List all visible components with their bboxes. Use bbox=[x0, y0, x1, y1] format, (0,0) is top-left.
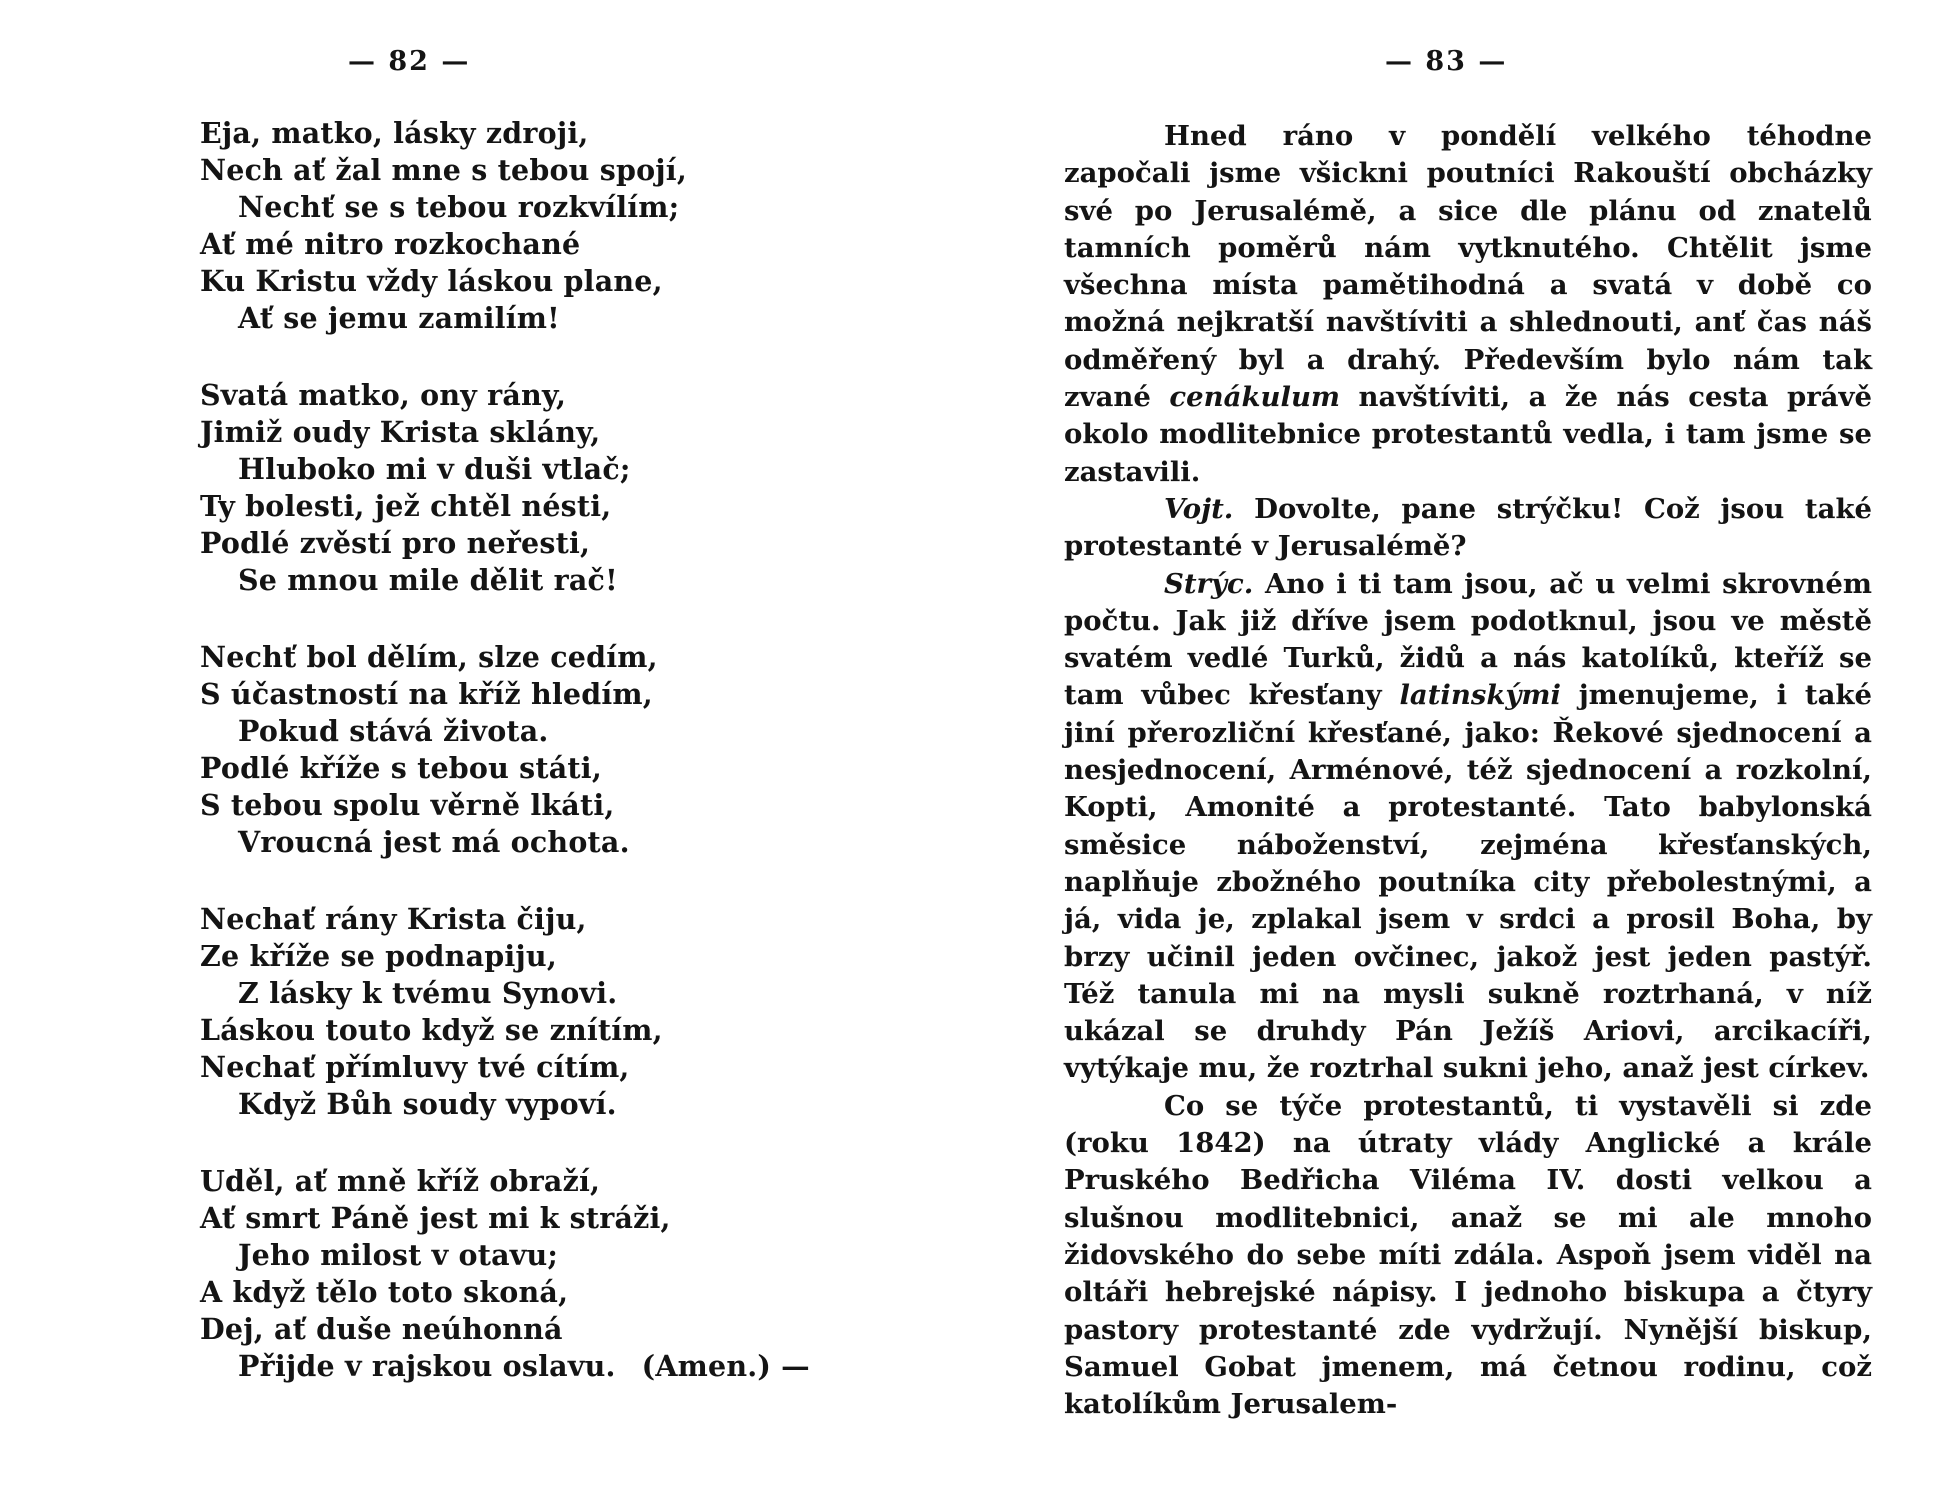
speech-text: Dovolte, pane strýčku! Což jsou také protestanté v Jerusalémě? bbox=[1064, 492, 1873, 563]
verse-line bbox=[200, 1348, 920, 1385]
verse-line: Ať mé nitro rozkochané bbox=[200, 227, 581, 261]
paragraph-text: navštíviti, a že nás cesta právě okolo modlitebnice protestantů vedla, i tam jsme se zastavili. bbox=[1064, 381, 1872, 488]
verse-line: Z lásky k tvému Synovi. bbox=[238, 976, 618, 1010]
stanza bbox=[200, 639, 920, 861]
verse-line: Podlé zvěstí pro neřesti, bbox=[200, 526, 591, 560]
term-latinskymi: latinskými bbox=[1399, 679, 1561, 712]
paragraph: Co se týče protestantů, ti vystavěli si zde (roku 1842) na útraty vlády Anglické a krále Pruského Bedřicha Viléma IV. dosti velkou a slušnou modlitebnici, anaž se mi ale mnoho židovského do sebe míti zdála. Aspoň jsem viděl na oltáři hebrejské nápisy. I jednoho biskupa a čtyry pastory protestanté zde vydržují. Nynější biskup, Samuel Gobat jmenem, má četnou rodinu, což katolíkům Jerusalem- bbox=[1064, 1089, 1872, 1421]
paragraph-text: Hned ráno v pondělí velkého téhodne započali jsme všickni poutníci Rakouští obcházky své po Jerusalémě, a sice dle plánu od znatelů tamních poměrů nám vytknutého. Chtělit jsme všechna místa pamětihodná a svatá v době co možná nejkratší navštíviti a shlednouti, anť čas náš odměřený byl a drahý. Především bylo nám tak zvané bbox=[1064, 120, 1872, 414]
verse-line: Ať smrt Páně jest mi k stráži, bbox=[200, 1201, 671, 1235]
term-cenakulum: cenákulum bbox=[1169, 381, 1341, 414]
verse-line: Jimiž oudy Krista sklány, bbox=[200, 415, 601, 449]
speech-text: jmenujeme, i také jiní přerozliční křesťané, jako: Řekové sjednocení a nesjednocení, Arménové, též sjednocení a rozkolní, Kopti, Amonité a protestanté. Tato babylonská směsice náboženství, zejména křesťanských, naplňuje zbožného poutníka city přebolestnými, a já, vida je, zplakal jsem v srdci a prosil Boha, by brzy učinil jeden ovčinec, jakož jest jeden pastýř. Též tanula mi na mysli sukně roztrhaná, v níž ukázal se druhdy Pán Ježíš Ariovi, arcikacíři, vytýkaje mu, že roztrhal sukni jeho, anaž jest církev. bbox=[1064, 679, 1872, 1085]
verse-line: Ať se jemu zamilím! bbox=[238, 301, 560, 335]
poem bbox=[200, 115, 920, 1425]
stanza bbox=[200, 115, 920, 337]
verse-line: Ty bolesti, jež chtěl nésti, bbox=[200, 489, 612, 523]
paragraph bbox=[1064, 118, 1872, 491]
verse-line: Nechať rány Krista čiju, bbox=[200, 902, 587, 936]
verse-line: A když tělo toto skoná, bbox=[200, 1275, 569, 1309]
verse-line: Ku Kristu vždy láskou plane, bbox=[200, 264, 663, 298]
verse-line: Jeho milost v otavu; bbox=[238, 1238, 559, 1272]
verse-line: Eja, matko, lásky zdroji, bbox=[200, 116, 589, 150]
prose-body bbox=[1064, 118, 1872, 1423]
verse-line: Svatá matko, ony rány, bbox=[200, 378, 567, 412]
stanza bbox=[200, 377, 920, 599]
verse-line: Vroucná jest má ochota. bbox=[238, 825, 630, 859]
verse-line: Pokud stává života. bbox=[238, 714, 549, 748]
verse-line: Dej, ať duše neúhonná bbox=[200, 1312, 563, 1346]
verse-line: S účastností na kříž hledím, bbox=[200, 677, 653, 711]
stanza bbox=[200, 901, 920, 1123]
verse-line: Nech ať žal mne s tebou spojí, bbox=[200, 153, 687, 187]
verse-text: Přijde v rajskou oslavu. bbox=[238, 1349, 616, 1383]
dialog-paragraph bbox=[1064, 491, 1872, 566]
page-number: — 83 — bbox=[1385, 46, 1508, 77]
verse-line: Když Bůh soudy vypoví. bbox=[238, 1087, 617, 1121]
verse-line: Láskou touto když se znítím, bbox=[200, 1013, 663, 1047]
verse-line: Nechť bol dělím, slze cedím, bbox=[200, 640, 658, 674]
page-number: — 82 — bbox=[348, 46, 471, 77]
verse-line: Nechať přímluvy tvé cítím, bbox=[200, 1050, 630, 1084]
speaker-label: Strýc. bbox=[1164, 567, 1254, 600]
verse-line: Ze kříže se podnapiju, bbox=[200, 939, 557, 973]
verse-line: Podlé kříže s tebou státi, bbox=[200, 751, 602, 785]
verse-line: Nechť se s tebou rozkvílím; bbox=[238, 190, 680, 224]
speaker-label: Vojt. bbox=[1164, 492, 1234, 525]
verse-line: Hluboko mi v duši vtlač; bbox=[238, 452, 631, 486]
verse-line: Se mnou mile dělit rač! bbox=[238, 563, 618, 597]
dialog-paragraph bbox=[1064, 566, 1872, 1088]
verse-line: Uděl, ať mně kříž obraží, bbox=[200, 1164, 601, 1198]
stanza bbox=[200, 1163, 920, 1385]
verse-line: S tebou spolu věrně lkáti, bbox=[200, 788, 615, 822]
speech-text: Ano i ti tam jsou, ač u velmi skrovném počtu. Jak již dříve jsem podotknul, jsou ve městě svatém vedlé Turků, židů a nás katolíků, kteříž se tam vůbec křesťany bbox=[1064, 567, 1872, 712]
closing-amen: (Amen.) — bbox=[641, 1349, 810, 1383]
